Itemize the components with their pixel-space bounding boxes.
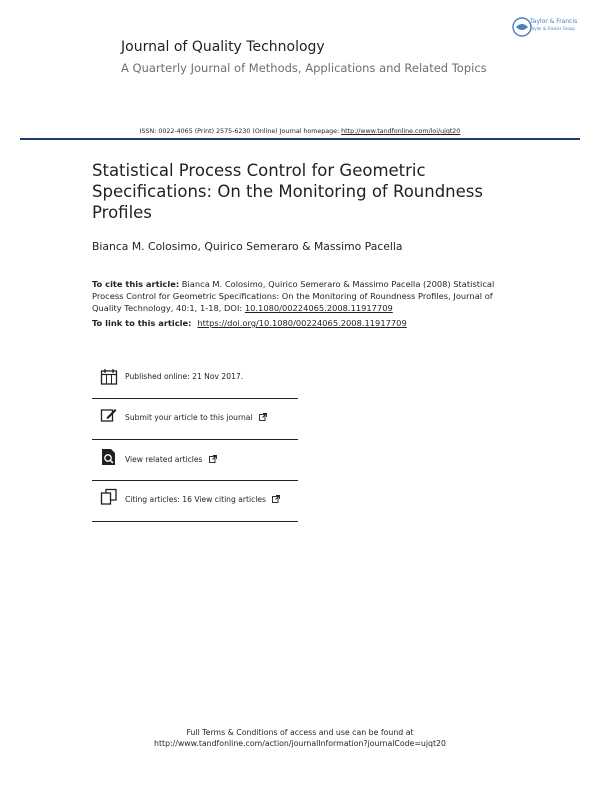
cite-text: Bianca M. Colosimo, Quirico Semeraro & Massimo Pacella (2008) Statistical Process Control for Geometric Specifications: On the Monitoring of Roundness Profiles, Journal of Quality Technology, 40:1, 1-18, DOI: <box>92 279 495 313</box>
issn-line <box>0 128 600 135</box>
row-divider <box>92 521 298 522</box>
publisher-logo-text: Taylor & Francis Taylor & Francis Group <box>530 18 578 31</box>
cite-label: To cite this article: <box>92 279 180 289</box>
external-link-icon <box>259 413 267 421</box>
journal-title[interactable]: Journal of Quality Technology <box>121 39 325 55</box>
article-link-line <box>92 318 407 328</box>
header-divider <box>20 138 580 140</box>
row-divider <box>92 439 298 440</box>
row-divider <box>92 480 298 481</box>
related-articles-label: View related articles <box>125 455 203 464</box>
submit-article-label: Submit your article to this journal <box>125 413 253 422</box>
cite-doi-link[interactable]: 10.1080/00224065.2008.11917709 <box>244 303 393 313</box>
citing-articles-link[interactable] <box>125 495 280 504</box>
terms-link[interactable]: http://www.tandfonline.com/action/journalInformation?journalCode=ujqt20 <box>154 739 446 748</box>
terms-footer <box>0 727 600 749</box>
citation-block <box>92 278 522 314</box>
submit-article-link[interactable] <box>125 413 267 422</box>
journal-homepage-link[interactable]: http://www.tandfonline.com/loi/ujqt20 <box>341 128 461 135</box>
article-title: Statistical Process Control for Geometric Specifications: On the Monitoring of Roundness Profiles <box>92 161 483 222</box>
submit-edit-icon[interactable] <box>100 406 118 424</box>
journal-subtitle: A Quarterly Journal of Methods, Applications and Related Topics <box>121 61 487 75</box>
article-doi-link[interactable]: https://doi.org/10.1080/00224065.2008.11917709 <box>197 318 407 328</box>
published-online-text: Published online: 21 Nov 2017. <box>125 372 244 381</box>
link-label: To link to this article: <box>92 318 195 328</box>
external-link-icon <box>209 455 217 463</box>
view-related-articles-link[interactable] <box>125 455 217 464</box>
citing-articles-icon[interactable] <box>100 488 118 506</box>
terms-text: Full Terms & Conditions of access and use can be found at <box>186 728 414 737</box>
calendar-icon <box>100 368 118 386</box>
row-divider <box>92 398 298 399</box>
issn-text: ISSN: 0022-4065 (Print) 2575-6230 (Online) Journal homepage: <box>139 128 342 135</box>
citing-articles-label: Citing articles: 16 View citing articles <box>125 495 266 504</box>
external-link-icon <box>272 495 280 503</box>
related-articles-icon[interactable] <box>100 448 118 466</box>
article-authors: Bianca M. Colosimo, Quirico Semeraro & Massimo Pacella <box>92 240 403 253</box>
